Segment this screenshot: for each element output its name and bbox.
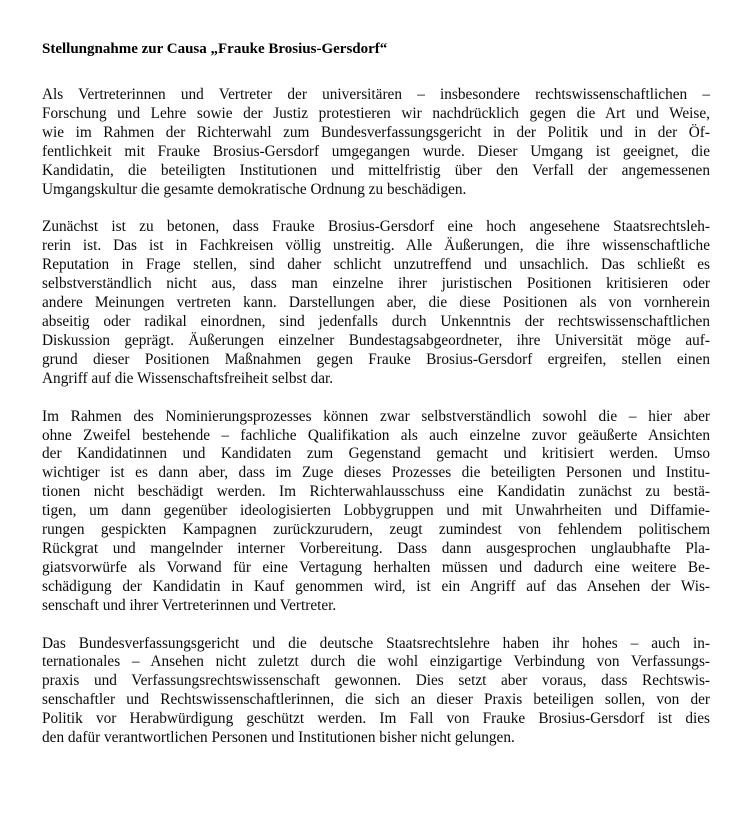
paragraph-line: senschaftler und Rechtswissenschaftlerinnen, die sich an dieser Praxis beteiligen sollen, von der	[42, 691, 710, 709]
paragraph-line: den dafür verantwortlichen Personen und Institutionen bisher nicht gelungen.	[42, 729, 515, 747]
paragraph-line: Das Bundesverfassungsgericht und die deutsche Staatsrechtslehre haben ihr hohes – auch in-	[42, 634, 710, 652]
paragraph-line: giatsvorwürfe als Vorwand für eine Vertagung herhalten müssen und dadurch eine weitere Be-	[42, 558, 710, 576]
paragraph-line: Rückgrat und mangelnder interner Vorbereitung. Dass dann ausgesprochen unglaubhafte Pla-	[42, 539, 710, 557]
paragraph-line: Reputation in Frage stellen, sind daher schlicht unzutreffend und unsachlich. Das schließt es	[42, 256, 710, 274]
paragraph-4	[42, 635, 710, 748]
paragraph-line: Umgangskultur die gesamte demokratische Ordnung zu beschädigen.	[42, 180, 467, 198]
paragraph-line: Kandidatin, die beteiligten Institutionen und mittelfristig über den Verfall der angemessenen	[42, 161, 710, 179]
paragraph-line: der Kandidatinnen und Kandidaten zum Gegenstand gemacht und kritisiert werden. Umso	[42, 445, 710, 463]
paragraph-line: abseitig oder radikal einordnen, sind jedenfalls durch Unkenntnis der rechtswissenschaftlichen	[42, 312, 710, 330]
paragraph-line: ohne Zweifel bestehende – fachliche Qualifikation als auch einzelne zuvor geäußerte Ansichten	[42, 426, 710, 444]
paragraph-line: praxis und Verfassungsrechtswissenschaft gewonnen. Dies setzt aber voraus, dass Rechtswis-	[42, 672, 710, 690]
paragraph-line: wie im Rahmen der Richterwahl zum Bundesverfassungsgericht in der Politik und in der Öf-	[42, 123, 710, 141]
paragraph-line: tionen nicht beschädigt werden. Im Richterwahlausschuss eine Kandidatin zunächst zu bestä-	[42, 483, 710, 501]
paragraph-line: selbstverständlich nicht aus, dass man einzelne ihrer juristischen Positionen kritisieren oder	[42, 275, 710, 293]
paragraph-line: Als Vertreterinnen und Vertreter der universitären – insbesondere rechtswissenschaftlichen –	[42, 86, 710, 103]
paragraph-line: Forschung und Lehre sowie der Justiz protestieren wir nachdrücklich gegen die Art und Weise,	[42, 104, 710, 122]
paragraph-line: Politik vor Herabwürdigung geschützt werden. Im Fall von Frauke Brosius-Gersdorf ist dies	[42, 710, 710, 728]
paragraph-line: schädigung der Kandidatin in Kauf genommen wird, ist ein Angriff auf das Ansehen der Wis-	[42, 577, 710, 595]
paragraph-line: ternationales – Ansehen nicht zuletzt durch die wohl einzigartige Verbindung von Verfassungs-	[42, 653, 710, 671]
paragraph-1	[42, 86, 710, 199]
paragraph-line: Im Rahmen des Nominierungsprozesses können zwar selbstverständlich sowohl die – hier aber	[42, 407, 710, 425]
paragraph-line: wichtiger ist es dann aber, dass im Zuge dieses Prozesses die beteiligten Personen und Institu-	[42, 464, 710, 482]
paragraph-2	[42, 218, 710, 388]
document-title: Stellungnahme zur Causa „Frauke Brosius-Gersdorf“	[42, 41, 388, 57]
paragraph-line: andere Meinungen vertreten kann. Darstellungen aber, die diese Positionen als von vornherein	[42, 294, 710, 312]
paragraph-line: senschaft und ihrer Vertreterinnen und Vertreter.	[42, 596, 337, 614]
paragraph-line: fentlichkeit mit Frauke Brosius-Gersdorf umgegangen wurde. Dieser Umgang ist geeignet, die	[42, 142, 710, 160]
document	[42, 40, 710, 748]
paragraph-line: Diskussion geprägt. Äußerungen einzelner Bundestagsabgeordneter, ihre Universität möge auf-	[42, 331, 710, 349]
paragraph-line: rungen gespickten Kampagnen zurückzurudern, zeugt zumindest von fehlendem politischem	[42, 521, 710, 539]
paragraph-line: tigen, um dann gegenüber ideologisierten Lobbygruppen und mit Unwahrheiten und Diffamie-	[42, 502, 710, 520]
paragraph-line: Zunächst ist zu betonen, dass Frauke Brosius-Gersdorf eine hoch angesehene Staatsrechtsleh-	[42, 218, 710, 236]
paragraph-line: Angriff auf die Wissenschaftsfreiheit selbst dar.	[42, 369, 334, 387]
paragraph-line: rerin ist. Das ist in Fachkreisen völlig unstreitig. Alle Äußerungen, die ihre wissenschaftliche	[42, 237, 710, 255]
paragraph-line: grund dieser Positionen Maßnahmen gegen Frauke Brosius-Gersdorf ergreifen, stellen einen	[42, 350, 710, 368]
paragraph-3	[42, 408, 710, 616]
